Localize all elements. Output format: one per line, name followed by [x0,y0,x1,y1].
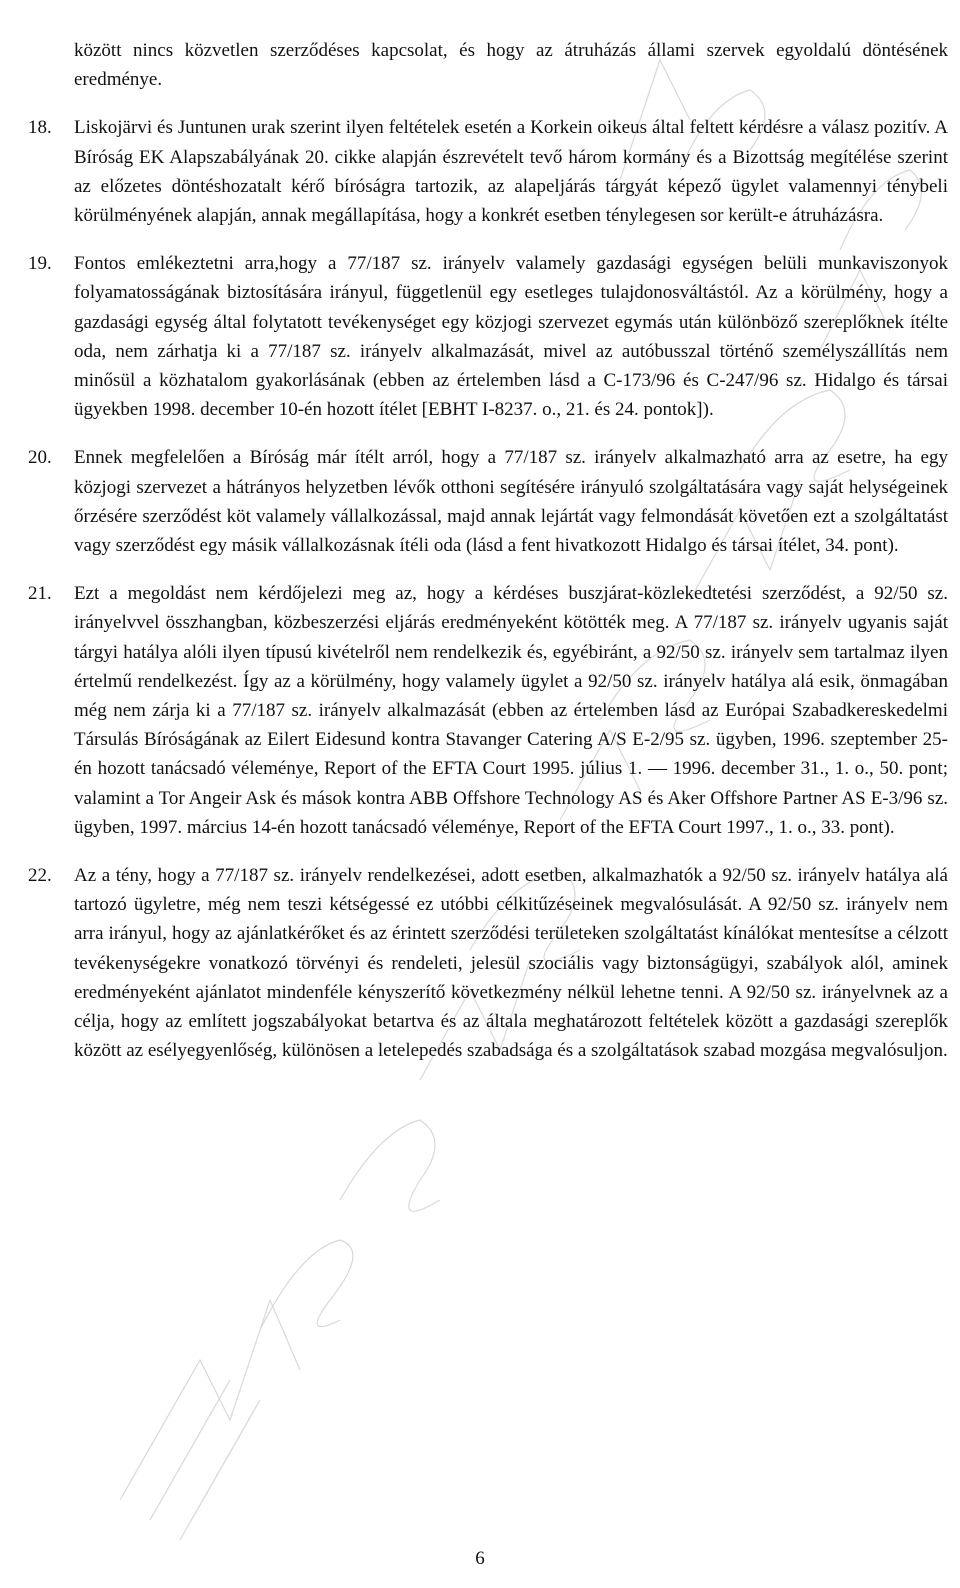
paragraph [28,579,948,842]
paragraph-text: Ezt a megoldást nem kérdőjelezi meg az, hogy a kérdéses buszjárat-közlekedtetési szerződést, a 92/50 sz. irányelvvel összhangban, közbeszerzési eljárás eredményeként kötötték meg. A 77/187 sz. irányelv ugyanis saját tárgyi hatálya alóli ilyen típusú kivételről nem rendelkezik és, egyébiránt, a 92/50 sz. irányelv sem tartalmaz ilyen értelmű rendelkezést. Így az a körülmény, hogy valamely ügylet a 92/50 sz. irányelv hatálya alá esik, önmagában még nem zárja ki a 77/187 sz. irányelv alkalmazását (ebben az értelemben lásd az Európai Szabadkereskedelmi Társulás Bíróságának az Eilert Eidesund kontra Stavanger Catering A/S E-2/95 sz. ügyben, 1996. szeptember 25-én hozott tanácsadó véleménye, Report of the EFTA Court 1995. július 1. — 1996. december 31., 1. o., 50. pont; valamint a Tor Angeir Ask és mások kontra ABB Offshore Technology AS és Aker Offshore Partner AS E-3/96 sz. ügyben, 1997. március 14-én hozott tanácsadó véleménye, Report of the EFTA Court 1997., 1. o., 33. pont). [74,583,948,838]
paragraph-number: 18. [28,117,52,139]
paragraph-text: között nincs közvetlen szerződéses kapcsolat, és hogy az átruházás állami szervek egyoldalú döntésének eredménye. [74,40,948,91]
paragraph [28,36,948,94]
paragraph-text: Liskojärvi és Juntunen urak szerint ilyen feltételek esetén a Korkein oikeus által feltett kérdésre a válasz pozitív. A Bíróság EK Alapszabályának 20. cikke alapján észrevételt tevő három kormány és a Bizottság megítélése szerint az előzetes döntéshozatalt kérő bíróságra tartozik, az alapeljárás tárgyát képező ügylet valamennyi ténybeli körülményének alapján, annak megállapítása, hogy a konkrét esetben ténylegesen sor került-e átruházásra. [74,117,948,227]
document-body [28,36,948,1085]
paragraph [28,249,948,424]
paragraph-text: Az a tény, hogy a 77/187 sz. irányelv rendelkezései, adott esetben, alkalmazhatók a 92/50 sz. irányelv hatálya alá tartozó ügyletre, még nem teszi kétségessé ez utóbbi célkitűzéseinek megvalósulását. A 92/50 sz. irányelv nem arra irányul, hogy az ajánlatkérőket és az érintett szerződési területeken szolgáltatást kínálókat mentesítse a célzott tevékenységekre vonatkozó törvényi és rendeleti, jelesül szociális vagy biztonságügyi, szabályok alól, aminek eredményeként ajánlatot mindenféle kényszerítő következmény nélkül lehetne tenni. A 92/50 sz. irányelvnek az a célja, hogy az említett jogszabályokat betartva és az általa meghatározott feltételek között a gazdasági szereplők között az esélyegyenlőség, különösen a letelepedés szabadsága és a szolgáltatások szabad mozgása megvalósuljon. [74,865,948,1062]
paragraph-number: 21. [28,583,52,605]
page-number: 6 [475,1548,485,1569]
paragraph [28,113,948,230]
paragraph-number: 22. [28,865,52,887]
paragraph [28,861,948,1065]
paragraph-text: Fontos emlékeztetni arra,hogy a 77/187 sz. irányelv valamely gazdasági egységen belüli munkaviszonyok folyamatosságának biztosítására irányul, függetlenül egy esetleges tulajdonosváltástól. Az a körülmény, hogy a gazdasági egység által folytatott tevékenységet egy közjogi szervezet egymás után különböző szereplőknek ítélte oda, nem zárhatja ki a 77/187 sz. irányelv alkalmazását, mivel az autóbusszal történő személyszállítás nem minősül a közhatalom gyakorlásának (ebben az értelemben lásd a C-173/96 és C-247/96 sz. Hidalgo és társai ügyekben 1998. december 10-én hozott ítélet [EBHT I-8237. o., 21. és 24. pontok]). [74,253,948,421]
paragraph-number: 19. [28,253,52,275]
paragraph-number: 20. [28,447,52,469]
paragraph-text: Ennek megfelelően a Bíróság már ítélt arról, hogy a 77/187 sz. irányelv alkalmazható arra az esetre, ha egy közjogi szervezet a hátrányos helyzetben lévők otthoni segítésére irányuló szolgáltatására vagy saját helységeinek őrzésére szerződést köt valamely vállalkozással, majd annak lejártát vagy felmondását követően ezt a szolgáltatást vagy szerződést egy másik vállalkozásnak ítéli oda (lásd a fent hivatkozott Hidalgo és társai ítélet, 34. pont). [74,447,948,557]
paragraph [28,443,948,560]
